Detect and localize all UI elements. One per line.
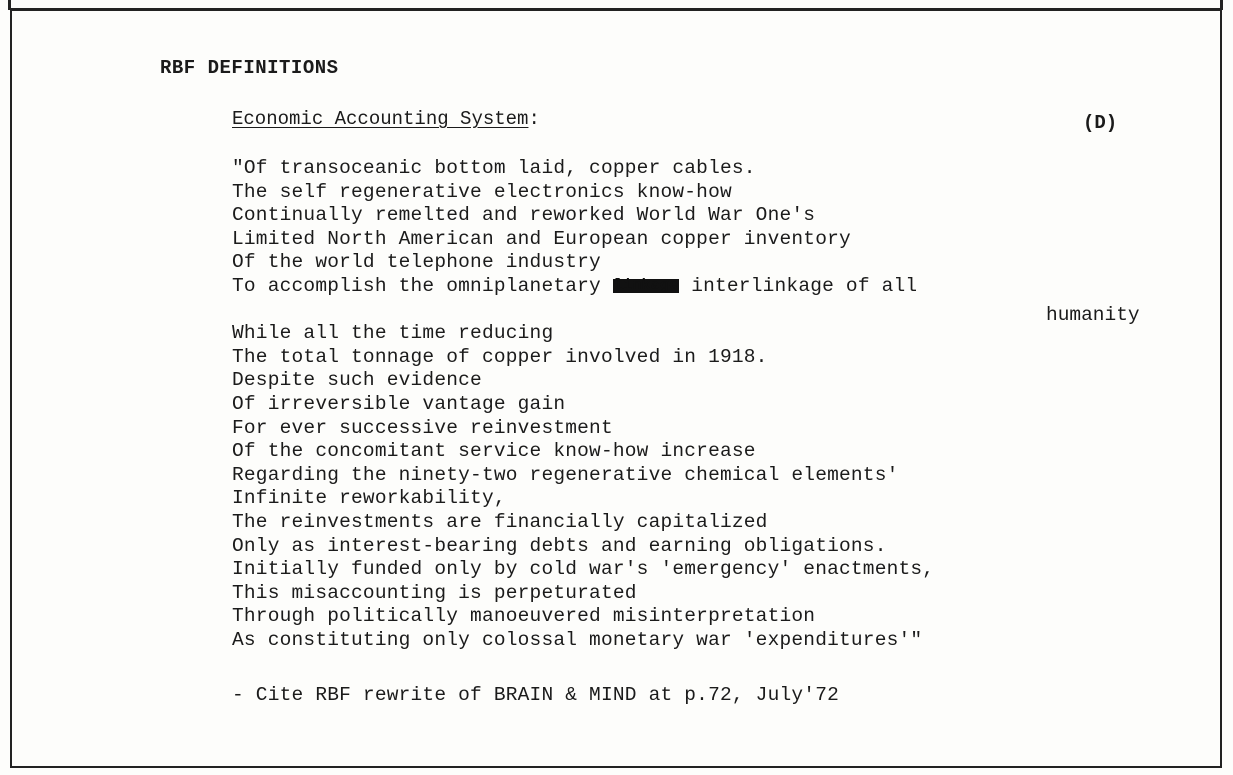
struck-out-word: linkage xyxy=(613,276,679,294)
quote-line: Initially funded only by cold war's 'emergency' enactments, xyxy=(232,558,935,581)
quote-line: The reinvestments are financially capitalized xyxy=(232,510,768,533)
hanging-word: humanity xyxy=(1046,304,1140,326)
quote-line: Regarding the ninety-two regenerative chemical elements' xyxy=(232,463,899,486)
quote-line: Of the concomitant service know-how increase xyxy=(232,440,756,463)
quote-line: Despite such evidence xyxy=(232,369,482,392)
quote-line: Infinite reworkability, xyxy=(232,487,506,510)
struck-line-after: interlinkage of all xyxy=(679,274,918,297)
section-title-colon: : xyxy=(528,108,540,130)
quote-line: The self regenerative electronics know-how xyxy=(232,180,732,203)
quote-line: Continually remelted and reworked World War One's xyxy=(232,204,816,227)
card-edge-left xyxy=(8,0,11,10)
hanging-line-space xyxy=(232,299,934,323)
struck-line-before: To accomplish the omniplanetary xyxy=(232,274,613,297)
quote-line: "Of transoceanic bottom laid, copper cables. xyxy=(232,157,756,179)
quote-line: Of the world telephone industry xyxy=(232,251,601,274)
quote-line: Limited North American and European copper inventory xyxy=(232,227,851,250)
quote-line: For ever successive reinvestment xyxy=(232,416,613,439)
quote-line: Only as interest-bearing debts and earning obligations. xyxy=(232,534,887,557)
citation: - Cite RBF rewrite of BRAIN & MIND at p.72, July'72 xyxy=(232,684,839,706)
quote-line: Of irreversible vantage gain xyxy=(232,392,566,415)
quote-line: The total tonnage of copper involved in 1918. xyxy=(232,345,768,368)
quote-line: Through politically manoeuvered misinterpretation xyxy=(232,605,816,628)
card-edge-right xyxy=(1220,0,1223,10)
quote-block xyxy=(232,157,934,652)
quote-line: While all the time reducing xyxy=(232,322,554,345)
quote-line: This misaccounting is perpeturated xyxy=(232,581,637,604)
quote-line: As constituting only colossal monetary war 'expenditures'" xyxy=(232,628,923,651)
section-code: (D) xyxy=(1083,112,1118,134)
quote-line-struck xyxy=(232,275,934,299)
section-title-text: Economic Accounting System xyxy=(232,108,529,130)
section-title xyxy=(232,108,540,130)
page-heading: RBF DEFINITIONS xyxy=(160,57,339,79)
